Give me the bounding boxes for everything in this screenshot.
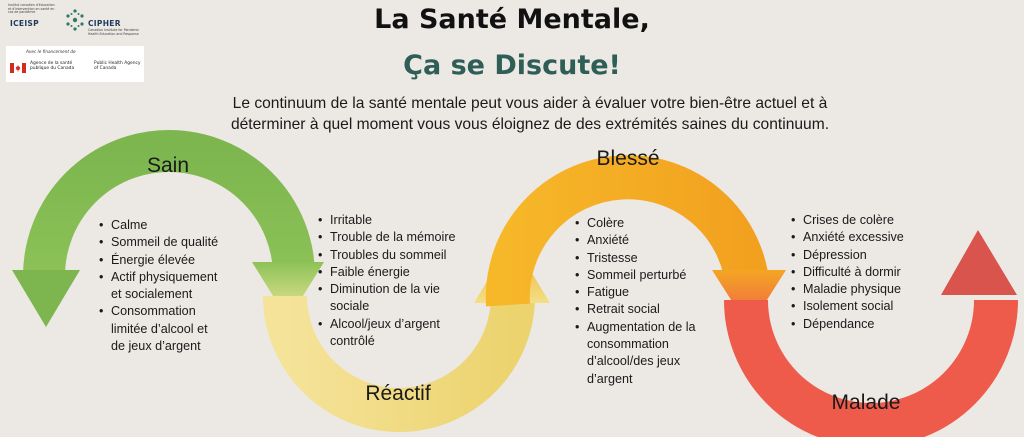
org-en-description: Canadian Institute for Pandemic Health Education and Response: [88, 28, 140, 36]
cipher-logo-text: CIPHER: [88, 19, 121, 28]
list-item-continued: [318, 298, 456, 315]
healthy-down-arrow: [12, 270, 80, 327]
agency-name-en: Public Health Agency of Canada: [94, 61, 141, 71]
stage-label-ill: Malade: [831, 391, 901, 414]
agency-name-fr: Agence de la santé publique du Canada: [30, 61, 75, 71]
list-item-text: d’argent: [587, 371, 633, 386]
list-item: • Sommeil perturbé: [575, 267, 696, 284]
list-item-text: sociale: [330, 299, 370, 314]
list-item: • Sommeil de qualité: [99, 234, 218, 251]
intro-line-2: déterminer à quel moment vous vous éloignez de des extrémités saines du continuum.: [230, 116, 830, 133]
list-item: • Énergie élevée: [99, 252, 218, 269]
list-item-text: d’alcool/des jeux: [587, 354, 681, 369]
list-item-continued: [99, 338, 218, 355]
iceisp-logo-text: ICEISP: [10, 19, 39, 28]
list-item: • Fatigue: [575, 284, 696, 301]
list-item-continued: [575, 353, 696, 370]
list-item-text: consommation: [587, 337, 669, 352]
list-item: • Colère: [575, 215, 696, 232]
list-item: • Dépression: [791, 247, 904, 264]
list-item-text: et socialement: [111, 287, 193, 302]
list-item-continued: [575, 371, 696, 388]
funding-label: Avec le financement de: [26, 49, 76, 54]
page-subtitle: Ça se Discute!: [403, 50, 621, 81]
list-item: • Augmentation de la: [575, 319, 696, 336]
list-item: • Consommation: [99, 303, 218, 320]
stage-label-injured: Blessé: [596, 147, 660, 170]
stage-label-healthy: Sain: [146, 154, 190, 177]
intro-text: [200, 93, 860, 135]
list-item: • Anxiété excessive: [791, 229, 904, 246]
ill-signs-list: [791, 212, 904, 333]
list-item-continued: [318, 333, 456, 350]
list-item-continued: [99, 286, 218, 303]
intro-line-1: Le continuum de la santé mentale peut vous aider à évaluer votre bien-être actuel et à: [232, 95, 828, 112]
list-item: • Alcool/jeux d’argent: [318, 316, 456, 333]
list-item-text: limitée d’alcool et: [111, 321, 208, 336]
list-item: • Retrait social: [575, 301, 696, 318]
list-item: • Irritable: [318, 212, 456, 229]
list-item: • Calme: [99, 217, 218, 234]
list-item: • Trouble de la mémoire: [318, 229, 456, 246]
ill-up-arrow: [941, 230, 1017, 295]
list-item: • Actif physiquement: [99, 269, 218, 286]
list-item: • Tristesse: [575, 250, 696, 267]
injured-signs-list: [575, 215, 696, 388]
list-item: • Dépendance: [791, 316, 904, 333]
reactive-signs-list: [318, 212, 456, 350]
list-item: • Diminution de la vie: [318, 281, 456, 298]
org-fr-description: Institut canadien d'éducation et d'intervention en santé en cas de pandémie: [8, 3, 55, 15]
list-item: • Anxiété: [575, 232, 696, 249]
list-item-text: contrôlé: [330, 334, 375, 349]
list-item: • Troubles du sommeil: [318, 247, 456, 264]
page-title: La Santé Mentale,: [374, 4, 650, 35]
list-item-text: de jeux d’argent: [111, 339, 201, 354]
list-item: • Faible énergie: [318, 264, 456, 281]
list-item-continued: [575, 336, 696, 353]
list-item: • Isolement social: [791, 298, 904, 315]
stage-label-reactive: Réactif: [365, 382, 431, 405]
list-item-continued: [99, 321, 218, 338]
list-item: • Crises de colère: [791, 212, 904, 229]
list-item: • Maladie physique: [791, 281, 904, 298]
list-item: • Difficulté à dormir: [791, 264, 904, 281]
healthy-signs-list: [99, 217, 218, 355]
